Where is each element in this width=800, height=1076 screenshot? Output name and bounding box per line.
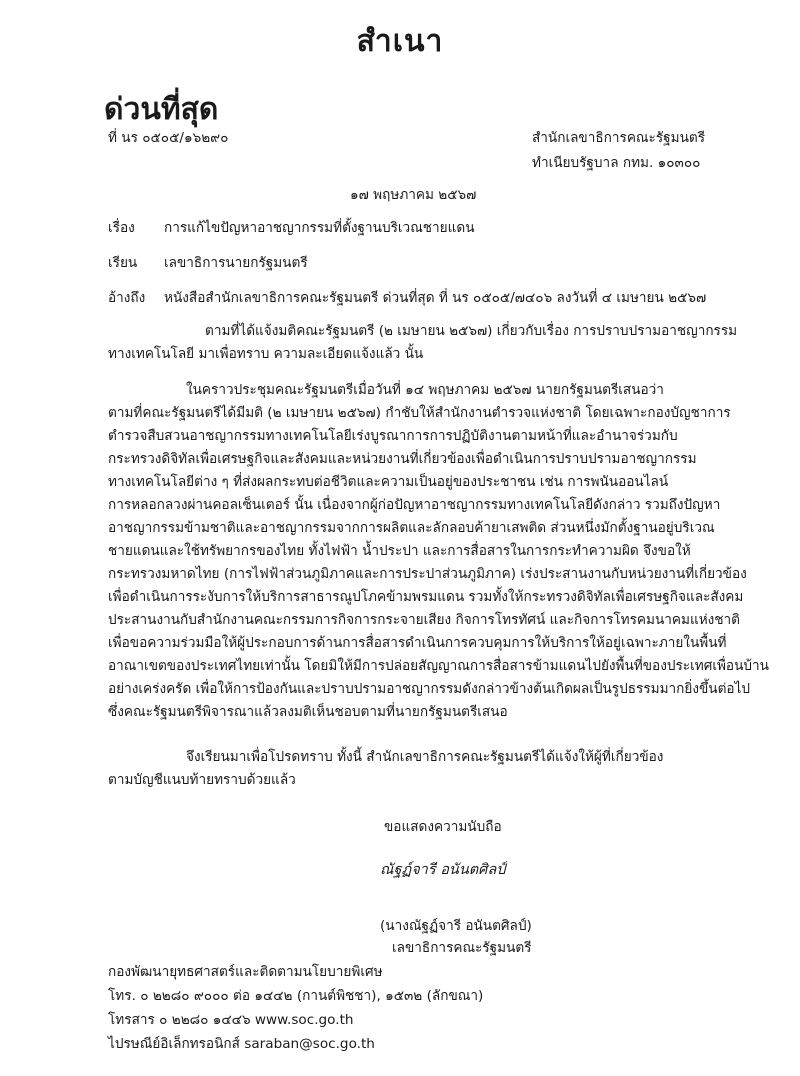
document-number: ที่ นร ๐๕๐๕/๑๖๒๙๐: [108, 130, 229, 146]
paragraph-2-line: อาชญากรรมข้ามชาติและอาชญากรรมจากการผลิตและลักลอบค้ายาเสพติด ส่วนหนึ่งมักตั้งฐานอยู่บริเวณ: [108, 520, 715, 536]
paragraph-3-line: จึงเรียนมาเพื่อโปรดทราบ ทั้งนี้ สำนักเลขาธิการคณะรัฐมนตรีได้แจ้งให้ผู้ที่เกี่ยวข้อง: [186, 749, 664, 765]
footer-division: กองพัฒนายุทธศาสตร์และติดตามนโยบายพิเศษ: [108, 964, 383, 980]
paragraph-2-line: ประสานงานกับสำนักงานคณะกรรมการกิจการกระจายเสียง กิจการโทรทัศน์ และกิจการโทรคมนาคมแห่งชาติ: [108, 612, 741, 628]
paragraph-2-line: ซึ่งคณะรัฐมนตรีพิจารณาแล้วลงมติเห็นชอบตามที่นายกรัฐมนตรีเสนอ: [108, 704, 508, 720]
closing-salutation: ขอแสดงความนับถือ: [384, 819, 502, 835]
paragraph-2-line: ทางเทคโนโลยีต่าง ๆ ที่ส่งผลกระทบต่อชีวิตและความเป็นอยู่ของประชาชน เช่น การพนันออนไลน์: [108, 474, 669, 490]
signer-name: (นางณัฐฏ์จารี อนันตศิลป์): [380, 918, 532, 934]
paragraph-1-line: ทางเทคโนโลยี มาเพื่อทราบ ความละเอียดแจ้งแล้ว นั้น: [108, 346, 424, 362]
paragraph-2-line: เพื่อดำเนินการระงับการให้บริการสาธารณูปโภคข้ามพรมแดน รวมทั้งให้กระทรวงดิจิทัลเพื่อเศรษฐกิจและสังคม: [108, 589, 744, 605]
footer-phone: โทร. ๐ ๒๒๘๐ ๙๐๐๐ ต่อ ๑๔๔๒ (กานต์พิชชา), ๑๕๓๒ (ลักขณา): [108, 988, 484, 1004]
sender-office: สำนักเลขาธิการคณะรัฐมนตรี: [532, 130, 706, 146]
sender-address: ทำเนียบรัฐบาล กทม. ๑๐๓๐๐: [532, 155, 701, 171]
signature: ณัฐฏ์จารี อนันตศิลป์: [380, 862, 506, 878]
paragraph-2-line: ในคราวประชุมคณะรัฐมนตรีเมื่อวันที่ ๑๔ พฤษภาคม ๒๕๖๗ นายกรัฐมนตรีเสนอว่า: [186, 382, 664, 398]
signer-title: เลขาธิการคณะรัฐมนตรี: [392, 940, 532, 956]
paragraph-2-line: การหลอกลวงผ่านคอลเซ็นเตอร์ นั้น เนื่องจากผู้ก่อปัญหาอาชญากรรมทางเทคโนโลยีดังกล่าว รวมถึงปัญหา: [108, 497, 721, 513]
copy-mark: สำเนา: [356, 24, 444, 59]
footer-email: ไปรษณีย์อิเล็กทรอนิกส์ saraban@soc.go.th: [108, 1036, 375, 1052]
paragraph-2-line: อย่างเคร่งครัด เพื่อให้การป้องกันและปราบปรามอาชญากรรมดังกล่าวข้างต้นเกิดผลเป็นรูปธรรมมากยิ่งขึ้นต่อไป: [108, 681, 751, 697]
paragraph-2-line: กระทรวงดิจิทัลเพื่อเศรษฐกิจและสังคมและหน่วยงานที่เกี่ยวข้องเพื่อดำเนินการปราบปรามอาชญากรรม: [108, 451, 697, 467]
paragraph-2-line: ชายแดนและใช้ทรัพยากรของไทย ทั้งไฟฟ้า น้ำประปา และการสื่อสารในการกระทำความผิด จึงขอให้: [108, 543, 691, 559]
paragraph-2-line: ตามที่คณะรัฐมนตรีได้มีมติ (๒ เมษายน ๒๕๖๗) กำชับให้สำนักงานตำรวจแห่งชาติ โดยเฉพาะกองบัญชาการ: [108, 405, 731, 421]
paragraph-2-line: เพื่อขอความร่วมมือให้ผู้ประกอบการด้านการสื่อสารดำเนินการควบคุมการให้บริการให้อยู่เฉพาะภายในพื้นที่: [108, 635, 727, 651]
paragraph-2-line: กระทรวงมหาดไทย (การไฟฟ้าส่วนภูมิภาคและการประปาส่วนภูมิภาค) เร่งประสานงานกับหน่วยงานที่เกี่ยวข้อง: [108, 566, 747, 582]
reference-line: [108, 286, 706, 308]
paragraph-2-line: อาณาเขตของประเทศไทยเท่านั้น โดยมิให้มีการปล่อยสัญญาณการสื่อสารข้ามแดนไปยังพื้นที่ของประเทศเพื่อนบ้าน: [108, 658, 769, 674]
reference-value: หนังสือสำนักเลขาธิการคณะรัฐมนตรี ด่วนที่สุด ที่ นร ๐๕๐๕/๗๔๐๖ ลงวันที่ ๔ เมษายน ๒๕๖๗: [164, 290, 707, 306]
paragraph-3-line: ตามบัญชีแนบท้ายทราบด้วยแล้ว: [108, 772, 296, 788]
recipient-value: เลขาธิการนายกรัฐมนตรี: [164, 255, 308, 271]
document-date: ๑๗ พฤษภาคม ๒๕๖๗: [350, 187, 477, 203]
recipient-label: เรียน: [108, 255, 138, 271]
paragraph-2-line: ตำรวจสืบสวนอาชญากรรมทางเทคโนโลยีเร่งบูรณาการการปฏิบัติงานตามหน้าที่และอำนาจร่วมกับ: [108, 428, 678, 444]
subject-line: [108, 216, 475, 238]
subject-value: การแก้ไขปัญหาอาชญากรรมที่ตั้งฐานบริเวณชายแดน: [164, 220, 475, 236]
reference-label: อ้างถึง: [108, 290, 146, 306]
footer-fax: โทรสาร ๐ ๒๒๘๐ ๑๔๔๖ www.soc.go.th: [108, 1012, 354, 1028]
paragraph-1-line: ตามที่ได้แจ้งมติคณะรัฐมนตรี (๒ เมษายน ๒๕๖๗) เกี่ยวกับเรื่อง การปราบปรามอาชญากรรม: [205, 323, 738, 339]
urgency-stamp: ด่วนที่สุด: [104, 92, 219, 127]
recipient-line: [108, 251, 308, 273]
subject-label: เรื่อง: [108, 220, 135, 236]
